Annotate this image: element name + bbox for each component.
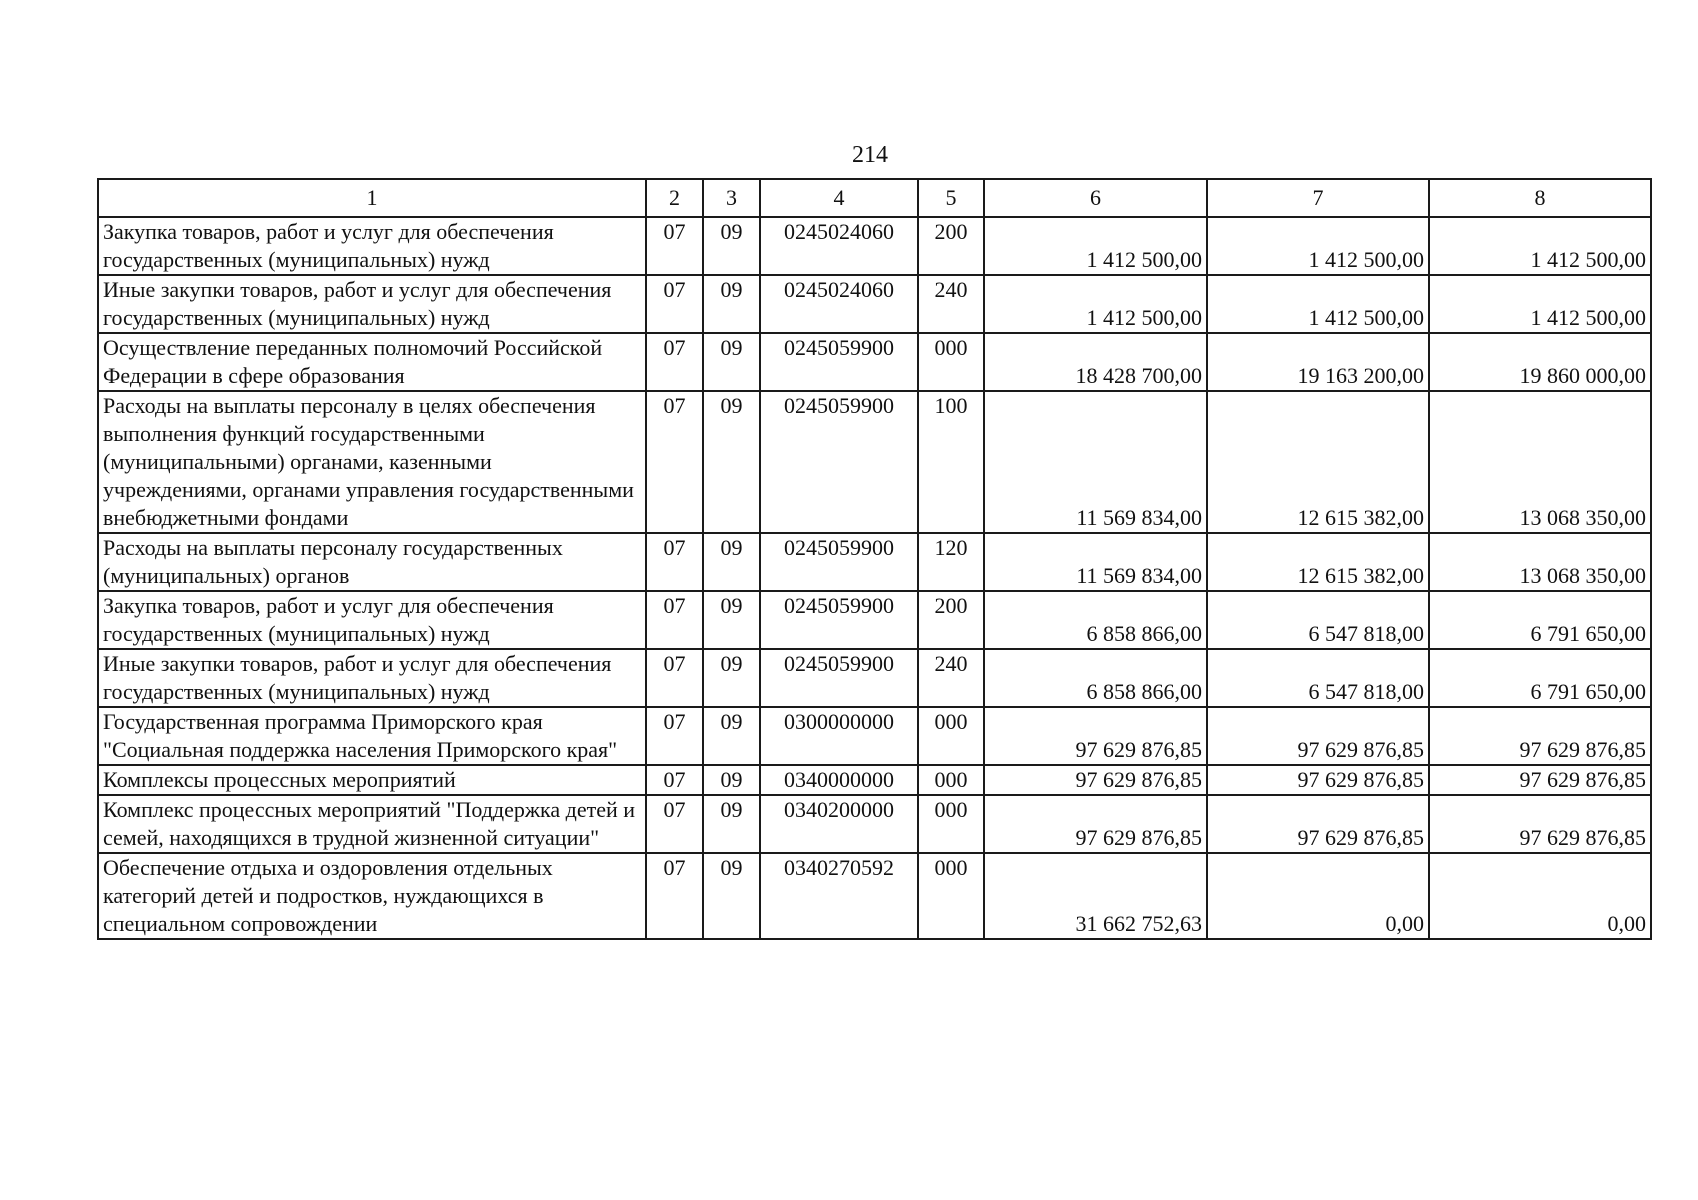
row-section: 07	[646, 707, 703, 765]
row-expense-type: 100	[918, 391, 984, 533]
row-name: Комплекс процессных мероприятий "Поддержка детей и семей, находящихся в трудной жизненной ситуации"	[98, 795, 646, 853]
table-row	[98, 275, 1651, 333]
table-row	[98, 591, 1651, 649]
row-subsection: 09	[703, 765, 760, 795]
row-section: 07	[646, 853, 703, 939]
row-section: 07	[646, 533, 703, 591]
row-amount-6: 97 629 876,85	[984, 707, 1207, 765]
table-row	[98, 795, 1651, 853]
table-row	[98, 853, 1651, 939]
row-section: 07	[646, 649, 703, 707]
row-target-code: 0245059900	[760, 649, 918, 707]
header-col-7: 7	[1207, 179, 1429, 217]
row-amount-7: 6 547 818,00	[1207, 591, 1429, 649]
row-amount-8: 97 629 876,85	[1429, 765, 1651, 795]
header-col-3: 3	[703, 179, 760, 217]
row-amount-6: 18 428 700,00	[984, 333, 1207, 391]
header-row	[98, 179, 1651, 217]
row-amount-7: 12 615 382,00	[1207, 533, 1429, 591]
row-expense-type: 240	[918, 275, 984, 333]
row-section: 07	[646, 391, 703, 533]
row-target-code: 0245059900	[760, 333, 918, 391]
row-amount-8: 0,00	[1429, 853, 1651, 939]
row-amount-7: 97 629 876,85	[1207, 765, 1429, 795]
table-row	[98, 649, 1651, 707]
row-amount-7: 1 412 500,00	[1207, 275, 1429, 333]
row-amount-7: 19 163 200,00	[1207, 333, 1429, 391]
row-name: Закупка товаров, работ и услуг для обеспечения государственных (муниципальных) нужд	[98, 591, 646, 649]
row-amount-6: 1 412 500,00	[984, 275, 1207, 333]
row-target-code: 0245024060	[760, 275, 918, 333]
row-subsection: 09	[703, 795, 760, 853]
row-subsection: 09	[703, 275, 760, 333]
header-col-5: 5	[918, 179, 984, 217]
row-name: Государственная программа Приморского края "Социальная поддержка населения Приморского края"	[98, 707, 646, 765]
header-col-4: 4	[760, 179, 918, 217]
row-amount-8: 6 791 650,00	[1429, 649, 1651, 707]
row-amount-6: 11 569 834,00	[984, 391, 1207, 533]
row-section: 07	[646, 765, 703, 795]
row-name: Иные закупки товаров, работ и услуг для обеспечения государственных (муниципальных) нужд	[98, 649, 646, 707]
row-subsection: 09	[703, 217, 760, 275]
row-subsection: 09	[703, 649, 760, 707]
row-expense-type: 000	[918, 765, 984, 795]
row-amount-6: 1 412 500,00	[984, 217, 1207, 275]
row-expense-type: 200	[918, 217, 984, 275]
row-target-code: 0245059900	[760, 591, 918, 649]
row-amount-8: 13 068 350,00	[1429, 533, 1651, 591]
row-amount-8: 1 412 500,00	[1429, 275, 1651, 333]
row-amount-8: 19 860 000,00	[1429, 333, 1651, 391]
row-target-code: 0300000000	[760, 707, 918, 765]
row-amount-7: 6 547 818,00	[1207, 649, 1429, 707]
header-col-2: 2	[646, 179, 703, 217]
row-subsection: 09	[703, 707, 760, 765]
row-name: Иные закупки товаров, работ и услуг для обеспечения государственных (муниципальных) нужд	[98, 275, 646, 333]
row-expense-type: 000	[918, 795, 984, 853]
table-row	[98, 533, 1651, 591]
row-target-code: 0340000000	[760, 765, 918, 795]
row-target-code: 0340270592	[760, 853, 918, 939]
row-section: 07	[646, 333, 703, 391]
row-subsection: 09	[703, 533, 760, 591]
row-name: Обеспечение отдыха и оздоровления отдельных категорий детей и подростков, нуждающихся в специальном сопровождении	[98, 853, 646, 939]
row-name: Расходы на выплаты персоналу в целях обеспечения выполнения функций государственными (муниципальными) органами, казенными учреждениями, органами управления государственными внебюджетными фондами	[98, 391, 646, 533]
page-number: 214	[852, 142, 888, 168]
header-col-6: 6	[984, 179, 1207, 217]
row-amount-8: 6 791 650,00	[1429, 591, 1651, 649]
row-target-code: 0245024060	[760, 217, 918, 275]
row-amount-7: 0,00	[1207, 853, 1429, 939]
row-amount-8: 97 629 876,85	[1429, 707, 1651, 765]
row-subsection: 09	[703, 391, 760, 533]
row-name: Осуществление переданных полномочий Российской Федерации в сфере образования	[98, 333, 646, 391]
row-subsection: 09	[703, 591, 760, 649]
row-amount-7: 1 412 500,00	[1207, 217, 1429, 275]
row-amount-8: 13 068 350,00	[1429, 391, 1651, 533]
row-amount-6: 11 569 834,00	[984, 533, 1207, 591]
row-name: Комплексы процессных мероприятий	[98, 765, 646, 795]
row-expense-type: 120	[918, 533, 984, 591]
table-row	[98, 765, 1651, 795]
row-subsection: 09	[703, 853, 760, 939]
row-target-code: 0245059900	[760, 391, 918, 533]
row-amount-7: 12 615 382,00	[1207, 391, 1429, 533]
row-expense-type: 000	[918, 333, 984, 391]
header-col-8: 8	[1429, 179, 1651, 217]
row-section: 07	[646, 217, 703, 275]
row-subsection: 09	[703, 333, 760, 391]
budget-table	[97, 178, 1652, 940]
row-amount-7: 97 629 876,85	[1207, 795, 1429, 853]
row-expense-type: 200	[918, 591, 984, 649]
row-target-code: 0340200000	[760, 795, 918, 853]
row-amount-6: 6 858 866,00	[984, 649, 1207, 707]
row-amount-8: 1 412 500,00	[1429, 217, 1651, 275]
row-name: Расходы на выплаты персоналу государственных (муниципальных) органов	[98, 533, 646, 591]
row-section: 07	[646, 275, 703, 333]
row-section: 07	[646, 591, 703, 649]
row-section: 07	[646, 795, 703, 853]
row-expense-type: 240	[918, 649, 984, 707]
row-amount-6: 97 629 876,85	[984, 795, 1207, 853]
row-amount-8: 97 629 876,85	[1429, 795, 1651, 853]
header-col-1: 1	[98, 179, 646, 217]
row-name: Закупка товаров, работ и услуг для обеспечения государственных (муниципальных) нужд	[98, 217, 646, 275]
row-amount-6: 6 858 866,00	[984, 591, 1207, 649]
row-target-code: 0245059900	[760, 533, 918, 591]
table-row	[98, 707, 1651, 765]
table-row	[98, 217, 1651, 275]
row-expense-type: 000	[918, 853, 984, 939]
row-amount-6: 31 662 752,63	[984, 853, 1207, 939]
row-expense-type: 000	[918, 707, 984, 765]
table-row	[98, 391, 1651, 533]
table-row	[98, 333, 1651, 391]
row-amount-7: 97 629 876,85	[1207, 707, 1429, 765]
row-amount-6: 97 629 876,85	[984, 765, 1207, 795]
